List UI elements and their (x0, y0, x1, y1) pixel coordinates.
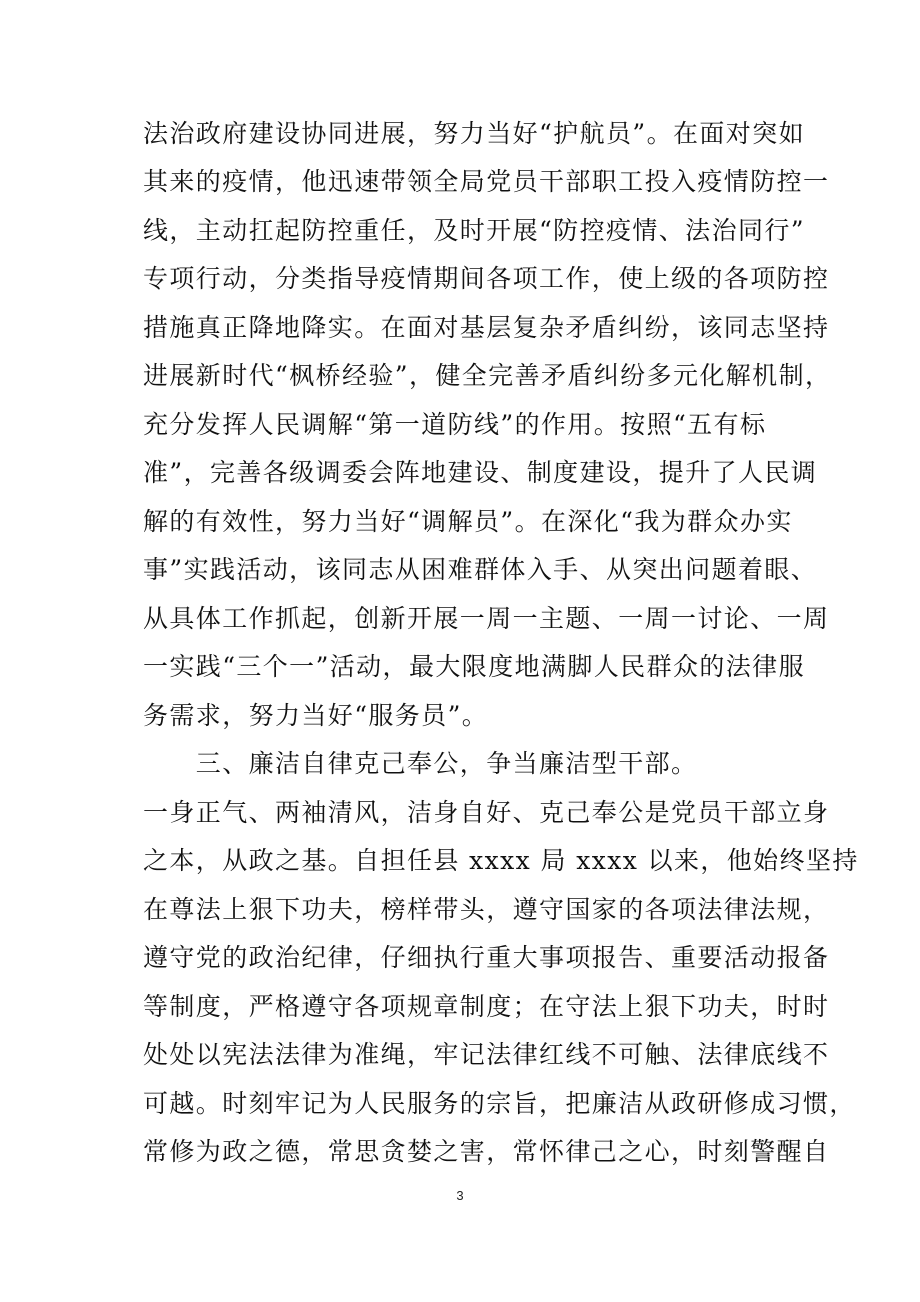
text-line: 处处以宪法法律为准绳，牢记法律红线不可触、法律底线不 (143, 1040, 830, 1069)
text-line: 准”，完善各级调委会阵地建设、制度建设，提升了人民调 (143, 458, 818, 487)
text-line: 一实践“三个一”活动，最大限度地满脚人民群众的法律服 (143, 652, 805, 681)
text-line: 等制度，严格遵守各项规章制度；在守法上狠下功夫，时时 (143, 992, 830, 1021)
text-line: 可越。时刻牢记为人民服务的宗旨，把廉洁从政研修成习惯， (143, 1089, 856, 1118)
text-line: 从具体工作抓起，创新开展一周一主题、一周一讨论、一周 (143, 604, 830, 633)
text-line: 专项行动，分类指导疫情期间各项工作，使上级的各项防控 (143, 264, 830, 293)
section-heading: 三、廉洁自律克己奉公，争当廉洁型干部。 (143, 749, 698, 778)
text-line: 线，主动扛起防控重任，及时开展“防控疫情、法治同行” (143, 216, 805, 245)
text-line: 之本，从政之基。自担任县 xxxx 局 xxxx 以来，他始终坚持 (143, 846, 859, 875)
text-line: 常修为政之德，常思贪婪之害，常怀律己之心，时刻警醒自 (143, 1137, 830, 1166)
text-line: 措施真正降地降实。在面对基层复杂矛盾纠纷，该同志坚持 (143, 313, 830, 342)
text-line: 事”实践活动，该同志从困难群体入手、从突出问题着眼、 (143, 555, 818, 584)
text-line: 充分发挥人民调解“第一道防线”的作用。按照“五有标 (143, 410, 767, 439)
text-line: 一身正气、两袖清风，洁身自好、克己奉公是党员干部立身 (143, 798, 830, 827)
text-line: 在尊法上狠下功夫，榜样带头，遵守国家的各项法律法规， (143, 895, 830, 924)
text-line: 遵守党的政治纪律，仔细执行重大事项报告、重要活动报备 (143, 943, 830, 972)
text-line: 其来的疫情，他迅速带领全局党员干部职工投入疫情防控一 (143, 167, 830, 196)
text-line: 解的有效性，努力当好“调解员”。在深化“我为群众办实 (143, 507, 793, 536)
text-line: 务需求，努力当好“服务员”。 (143, 701, 489, 730)
page-number: 3 (456, 1188, 464, 1203)
text-line: 进展新时代“枫桥经验”，健全完善矛盾纠纷多元化解机制， (143, 361, 832, 390)
text-line: 法治政府建设协同进展，努力当好“护航员”。在面对突如 (143, 119, 805, 148)
